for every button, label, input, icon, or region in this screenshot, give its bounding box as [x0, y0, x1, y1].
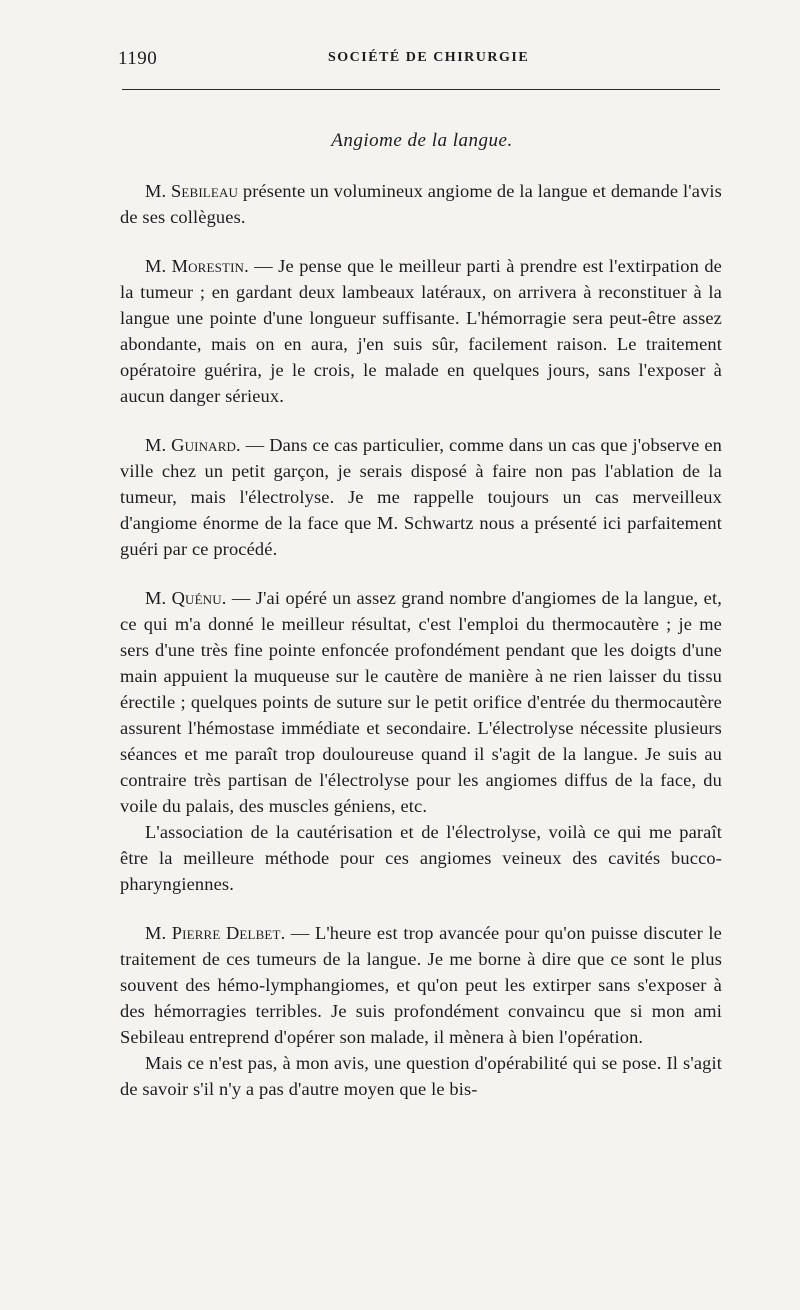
paragraph-text: Mais ce n'est pas, à mon avis, une question d'opérabilité qui se pose. Il s'agit de savoir s'il n'y a pas d'autre moyen que le bis- [120, 1053, 722, 1099]
paragraph-morestin [120, 253, 722, 409]
paragraph-delbet [120, 920, 722, 1050]
paragraph-text: — L'heure est trop avancée pour qu'on puisse discuter le traitement de ces tumeurs de la langue. Je me borne à dire que ce sont le plus souvent des hémo-lymphangiomes, et qu'on peut les extirper sans s'exposer à des hémorragies terribles. Je suis profondément convaincu que si mon ami Sebileau entreprend d'opérer son malade, il mènera à bien l'opération. [120, 923, 722, 1047]
paragraph-text: — J'ai opéré un assez grand nombre d'angiomes de la langue, et, ce qui m'a donné le meilleur résultat, c'est l'emploi du thermocautère ; je me sers d'une très fine pointe enfoncée profondément pendant que les doigts d'une main appuient la muqueuse sur le cautère de manière à ne rien laisser du tissu érectile ; quelques points de suture sur le petit orifice d'entrée du thermocautère assurent l'hémostase immédiate et secondaire. L'électrolyse nécessite plusieurs séances et me paraît trop douloureuse quand il s'agit de la langue. Je suis au contraire très partisan de l'électrolyse pour les angiomes diffus de la face, du voile du palais, des muscles géniens, etc. [120, 588, 722, 816]
paragraph-text: présente un volumineux angiome de la langue et demande l'avis de ses collègues. [120, 181, 722, 227]
header-rule [122, 89, 720, 90]
speaker-name: M. Morestin. [145, 256, 249, 276]
speaker-name: M. Guinard. [145, 435, 241, 455]
running-title: SOCIÉTÉ DE CHIRURGIE [328, 50, 530, 65]
speaker-name: M. Sebileau [145, 181, 239, 201]
paragraph-sebileau [120, 178, 722, 230]
paragraph-text: L'association de la cautérisation et de l'électrolyse, voilà ce qui me paraît être la meilleure méthode pour ces angiomes veineux des cavités bucco-pharyngiennes. [120, 822, 722, 894]
speaker-name: M. Quénu. [145, 588, 227, 608]
page-header [118, 48, 722, 74]
speaker-name: M. Pierre Delbet. [145, 923, 286, 943]
body-text [120, 178, 722, 1125]
paragraph-text: — Je pense que le meilleur parti à prendre est l'extirpation de la tumeur ; en gardant deux lambeaux latéraux, on arrivera à reconstituer à la langue une pointe d'une longueur suffisante. L'hémorragie sera peut-être assez abondante, mais on en aura, j'en suis sûr, facilement raison. Le traitement opératoire guérira, je le crois, le malade en quelques jours, sans l'exposer à aucun danger sérieux. [120, 256, 722, 406]
paragraph-delbet-continued [120, 1050, 722, 1102]
paragraph-text: — Dans ce cas particulier, comme dans un cas que j'observe en ville chez un petit garçon, je serais disposé à faire non pas l'ablation de la tumeur, mais l'électrolyse. Je me rappelle toujours un cas merveilleux d'angiome énorme de la face que M. Schwartz nous a présenté ici parfaitement guéri par ce procédé. [120, 435, 722, 559]
section-title: Angiome de la langue. [331, 130, 513, 151]
paragraph-quenu [120, 585, 722, 819]
paragraph-guinard [120, 432, 722, 562]
paragraph-quenu-continued [120, 819, 722, 897]
page-number: 1190 [118, 48, 158, 69]
